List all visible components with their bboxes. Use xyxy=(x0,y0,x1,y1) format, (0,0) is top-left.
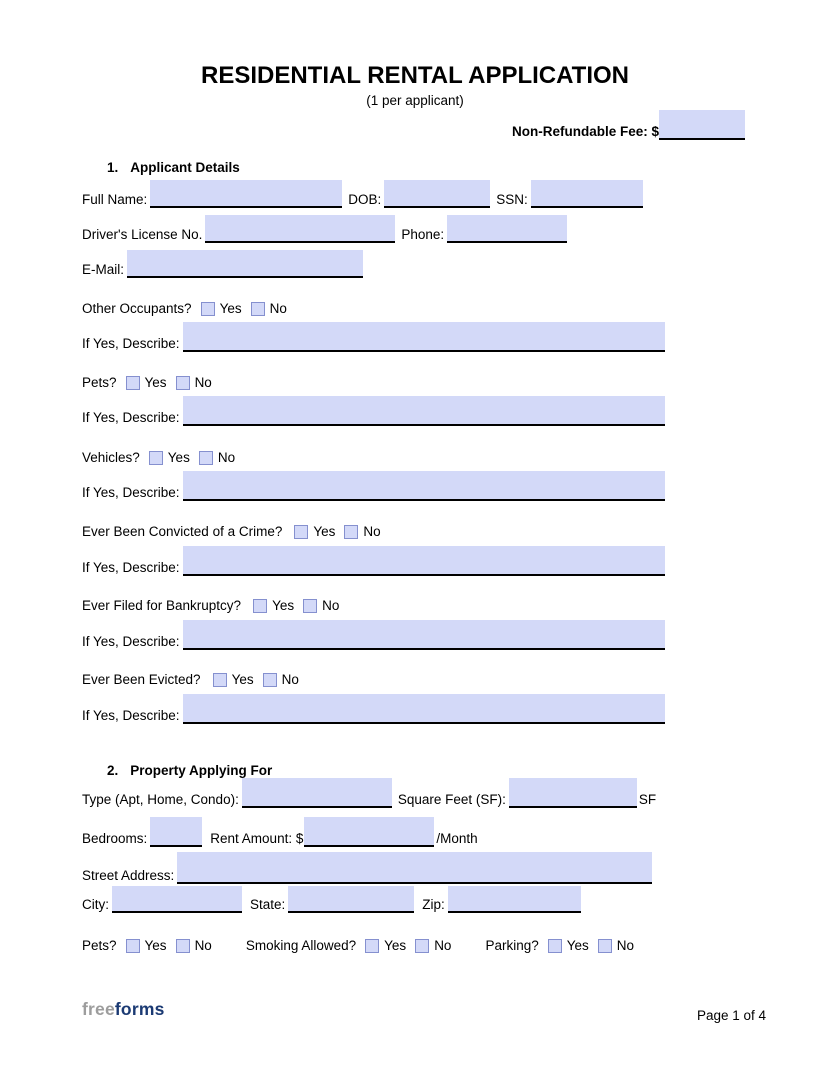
if-yes-describe-label: If Yes, Describe: xyxy=(82,410,180,425)
vehicles-yes-checkbox[interactable] xyxy=(149,451,163,465)
freeforms-logo xyxy=(82,999,165,1020)
street-address-row xyxy=(82,852,652,884)
if-yes-describe-label: If Yes, Describe: xyxy=(82,336,180,351)
type-sqft-row xyxy=(82,778,656,808)
yes-label: Yes xyxy=(272,598,295,613)
rent-amount-label: Rent Amount: $ xyxy=(210,831,304,846)
property-options-row xyxy=(82,938,634,954)
no-label: No xyxy=(281,672,299,687)
pets-yes-checkbox[interactable] xyxy=(126,376,140,390)
phone-input[interactable] xyxy=(447,215,567,243)
yes-label: Yes xyxy=(144,938,167,953)
vehicles-question-row xyxy=(82,450,235,466)
vehicles-describe-input[interactable] xyxy=(183,471,665,501)
page-title: RESIDENTIAL RENTAL APPLICATION xyxy=(200,62,629,89)
fee-row xyxy=(512,110,745,140)
type-input[interactable] xyxy=(242,778,392,808)
yes-label: Yes xyxy=(566,938,589,953)
section2-number: 2. xyxy=(107,763,119,778)
crime-describe-input[interactable] xyxy=(183,546,665,576)
evicted-yes-checkbox[interactable] xyxy=(213,673,227,687)
other-occupants-yes-checkbox[interactable] xyxy=(201,302,215,316)
crime-question-row xyxy=(82,524,381,540)
no-label: No xyxy=(322,598,340,613)
bankruptcy-question-row xyxy=(82,598,339,614)
pets-describe-row xyxy=(82,396,665,426)
rent-amount-input[interactable] xyxy=(304,817,434,847)
yes-label: Yes xyxy=(384,938,407,953)
other-occupants-describe-input[interactable] xyxy=(183,322,665,352)
type-label: Type (Apt, Home, Condo): xyxy=(82,792,239,807)
per-month-suffix: /Month xyxy=(436,831,478,846)
pets-no-checkbox[interactable] xyxy=(176,376,190,390)
drivers-license-input[interactable] xyxy=(205,215,395,243)
dob-input[interactable] xyxy=(384,180,490,208)
vehicles-no-checkbox[interactable] xyxy=(199,451,213,465)
logo-free-text: free xyxy=(82,999,115,1019)
page-indicator: Page 1 of 4 xyxy=(696,1008,766,1023)
sf-suffix: SF xyxy=(638,792,657,807)
bedrooms-rent-row xyxy=(82,817,478,847)
square-feet-input[interactable] xyxy=(509,778,637,808)
bedrooms-input[interactable] xyxy=(150,817,202,847)
section2-heading xyxy=(107,763,272,778)
smoking-allowed-label: Smoking Allowed? xyxy=(245,938,357,953)
no-label: No xyxy=(269,301,287,316)
other-occupants-describe-row xyxy=(82,322,665,352)
ssn-input[interactable] xyxy=(531,180,643,208)
bedrooms-label: Bedrooms: xyxy=(82,831,148,846)
bankruptcy-yes-checkbox[interactable] xyxy=(253,599,267,613)
other-occupants-label: Other Occupants? xyxy=(82,301,192,316)
fee-input[interactable] xyxy=(659,110,745,140)
yes-label: Yes xyxy=(144,375,167,390)
yes-label: Yes xyxy=(231,672,254,687)
evicted-label: Ever Been Evicted? xyxy=(82,672,201,687)
page-subtitle: (1 per applicant) xyxy=(366,93,464,108)
street-address-input[interactable] xyxy=(177,852,652,884)
pets-question-row xyxy=(82,375,212,391)
yes-label: Yes xyxy=(219,301,242,316)
other-occupants-question-row xyxy=(82,301,287,317)
if-yes-describe-label: If Yes, Describe: xyxy=(82,708,180,723)
if-yes-describe-label: If Yes, Describe: xyxy=(82,485,180,500)
yes-label: Yes xyxy=(167,450,190,465)
pets-describe-input[interactable] xyxy=(183,396,665,426)
no-label: No xyxy=(616,938,635,953)
no-label: No xyxy=(217,450,236,465)
if-yes-describe-label: If Yes, Describe: xyxy=(82,560,180,575)
parking-yes-checkbox[interactable] xyxy=(548,939,562,953)
no-label: No xyxy=(194,938,212,953)
name-dob-ssn-row xyxy=(82,180,643,208)
property-pets-no-checkbox[interactable] xyxy=(176,939,190,953)
bankruptcy-describe-row xyxy=(82,620,665,650)
other-occupants-no-checkbox[interactable] xyxy=(251,302,265,316)
section1-heading xyxy=(107,160,240,175)
evicted-no-checkbox[interactable] xyxy=(263,673,277,687)
city-state-zip-row xyxy=(82,886,581,913)
section1-number: 1. xyxy=(107,160,119,175)
property-pets-label: Pets? xyxy=(82,938,117,953)
crime-yes-checkbox[interactable] xyxy=(294,525,308,539)
square-feet-label: Square Feet (SF): xyxy=(397,792,506,807)
property-pets-yes-checkbox[interactable] xyxy=(126,939,140,953)
evicted-question-row xyxy=(82,672,299,688)
section1-title: Applicant Details xyxy=(130,160,240,175)
email-row xyxy=(82,250,363,278)
evicted-describe-row xyxy=(82,694,665,724)
pets-label: Pets? xyxy=(82,375,117,390)
drivers-license-label: Driver's License No. xyxy=(82,227,203,242)
zip-label: Zip: xyxy=(422,897,445,912)
email-input[interactable] xyxy=(127,250,363,278)
crime-no-checkbox[interactable] xyxy=(344,525,358,539)
state-label: State: xyxy=(250,897,286,912)
city-label: City: xyxy=(82,897,109,912)
smoking-yes-checkbox[interactable] xyxy=(365,939,379,953)
parking-no-checkbox[interactable] xyxy=(598,939,612,953)
dob-label: DOB: xyxy=(348,192,382,207)
bankruptcy-describe-input[interactable] xyxy=(183,620,665,650)
no-label: No xyxy=(434,938,452,953)
no-label: No xyxy=(363,524,381,539)
ssn-label: SSN: xyxy=(496,192,528,207)
bankruptcy-label: Ever Filed for Bankruptcy? xyxy=(82,598,242,613)
parking-label: Parking? xyxy=(485,938,539,953)
full-name-input[interactable] xyxy=(150,180,342,208)
email-label: E-Mail: xyxy=(82,262,125,277)
vehicles-label: Vehicles? xyxy=(82,450,140,465)
if-yes-describe-label: If Yes, Describe: xyxy=(82,634,180,649)
full-name-label: Full Name: xyxy=(82,192,148,207)
state-input[interactable] xyxy=(288,886,414,913)
crime-describe-row xyxy=(82,546,665,576)
zip-input[interactable] xyxy=(448,886,581,913)
smoking-no-checkbox[interactable] xyxy=(415,939,429,953)
logo-forms-text: forms xyxy=(114,999,165,1019)
vehicles-describe-row xyxy=(82,471,665,501)
city-input[interactable] xyxy=(112,886,242,913)
yes-label: Yes xyxy=(313,524,336,539)
license-phone-row xyxy=(82,215,567,243)
crime-label: Ever Been Convicted of a Crime? xyxy=(82,524,283,539)
street-address-label: Street Address: xyxy=(82,868,175,883)
section2-title: Property Applying For xyxy=(130,763,273,778)
fee-label: Non-Refundable Fee: $ xyxy=(511,124,659,139)
evicted-describe-input[interactable] xyxy=(183,694,665,724)
bankruptcy-no-checkbox[interactable] xyxy=(303,599,317,613)
phone-label: Phone: xyxy=(401,227,445,242)
no-label: No xyxy=(194,375,212,390)
